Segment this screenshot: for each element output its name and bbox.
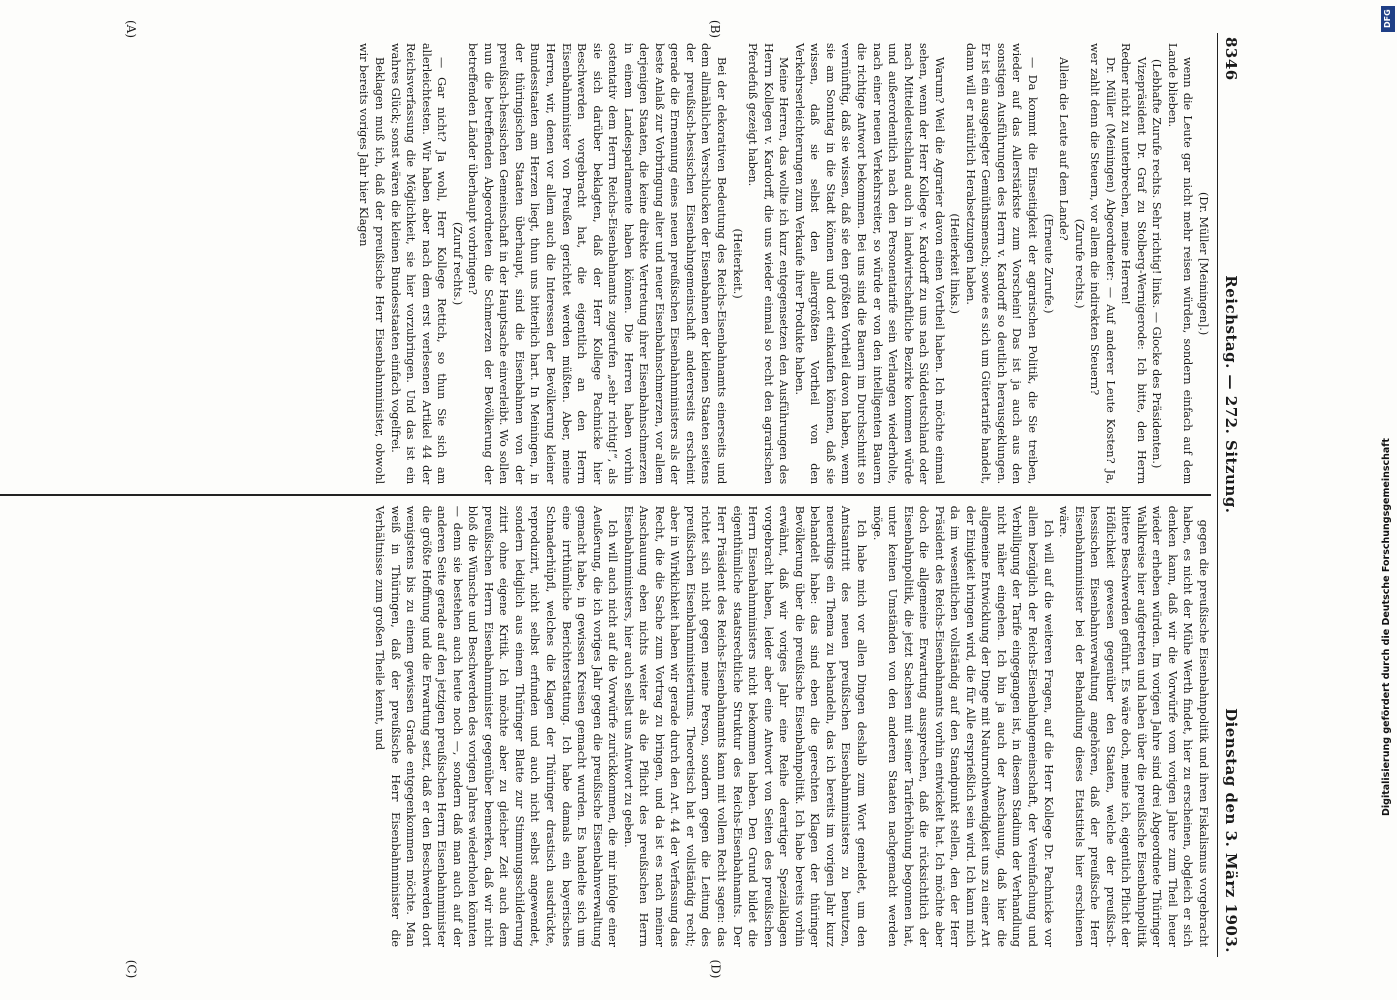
margin-letter-c: (C) — [124, 959, 139, 979]
header-left-title: Reichstag. — 272. Sitzung. — [1222, 275, 1240, 514]
paragraph: Bei der dekorativen Bedeutung des Reichs-Eisenbahnamts einerseits und dem allmählichen Verschlucken der Eisenbahnen der kleinen Staaten seitens der preußisch-hessischen Eisenbahngemeinschaft andererseits erscheint gerade die Ernennung eines neuen preußischen Eisenbahnministers als der beste Anlaß zur Vorbringung alter und neuer Eisenbahnschmerzen, vor allem derjenigen Staaten, die keine direkte Vertretung ihrer Eisenbahnschmerzen in einem Landesparlamente haben können. Die Herren haben vorhin ostentativ dem Herrn Reichs-Eisenbahnamts zugerufen „sehr richtig!“, als sie sich darüber beklagten, daß der Herr Kollege Pachnicke hier Beschwerden vorgebracht hat, die eigentlich an den Herrn Eisenbahnminister von Preußen gerichtet werden müßten. Aber, meine Herren, wir, denen vor allem auch die Interessen der Bevölkerung kleiner Bundesstaaten am Herzen liegt, thun uns bitterlich hart. In Meiningen, in der thüringischen Staaten überhaupt, sind die Eisenbahnen von der preußisch-hessischen Gemeinschaft in der Hauptsache einverleibt. Wo sollen nun die betreffenden Abgeordneten die Schmerzen der Bevölkerung der betreffenden Länder überhaupt vorbringen? — [466, 43, 729, 485]
paragraph: (Dr. Müller [Meiningen].) — [1197, 192, 1210, 336]
paragraph: (Lebhafte Zurufe rechts. Sehr richtig! links. — Glocke des Präsidenten.) — [1150, 58, 1164, 469]
paragraph: (Erneute Zurufe.) — [1041, 213, 1055, 314]
paragraph: Beklagen muß ich, daß der preußische Herr Eisenbahnminister, obwohl wir bereits voriges Jahr hier Klagen — [357, 43, 387, 485]
paragraph: Ich habe mich vor allen Dingen deshalb zum Wort gemeldet, um den Amtsantritt des neuen preußischen Eisenbahnministers zu benutzen, neuerdings ein Thema zu behandeln, das ich bereits im vorigen Jahr kurz behandelt habe: das sind eben die gerechten Klagen der thüringer Bevölkerung über die preußische Eisenbahnpolitik. Ich habe bereits vorhin erwähnt, daß wir voriges Jahr eine Reihe derartiger Spezialklagen vorgebracht haben, leider aber eine Antwort von Seiten des preußischen Herrn Eisenbahnministers nicht bekommen haben. Den Grund bildet die eigenthümliche staatsrechtliche Struktur des Reichs-Eisenbahnamts. Der Herr Präsident des Reichs-Eisenbahnamts kann mit vollem Recht sagen: das richtet sich nicht gegen meine Person, sondern gegen die Leitung des preußischen Eisenbahnministeriums. Theoretisch hat er vollständig recht; aber in Wirklichkeit haben wir gerade durch den Art. 44 der Verfassung das Recht, die die Sache zum Vortrag zu bringen, und da ist es nach meiner Anschauung eben nichts weiter als die Pflicht des preußischen Herrn Eisenbahnministers, hier auch selbst uns Antwort zu geben. — [621, 505, 868, 947]
paragraph: (Zurufe rechts.) — [1072, 218, 1086, 309]
paragraph: Warum? Weil die Agrarier davon einen Vortheil haben. Ich möchte einmal sehen, wenn der Herr Kollege v. Kardorff zu uns nach Süddeutschland oder nach Mitteldeutschland auch in landwirtschaftliche Bezirke kommen würde und außerordentlich nach den Personentarife sein Verlangen wiederholte, nach einer neuen Verkehrsreiter, so würde er von den intelligenten Bauern die richtige Antwort bekommen. Bei uns sind die Bauern im Durchschnitt so vernünftig, daß sie wissen, daß sie den größten Vortheil davon haben, wenn sie am Sonntag in die Stadt können und dort einkaufen können, daß sie wissen, daß sie selbst den allergrößten Vortheil von den Verkehrserleichterungen zum Verkaufe ihrer Produkte haben. — [792, 43, 946, 485]
paragraph: wenn die Leute gar nicht mehr reisen würden, sondern einfach auf dem Lande blieben. — [1165, 43, 1195, 485]
paragraph: Dr. Müller (Meiningen) Abgeordneter: — Auf anderer Leute Kosten? Ja, wer zahlt denn die Steuern, vor allem die indirekten Steuern? — [1088, 43, 1117, 485]
page-header — [1217, 33, 1240, 957]
rotated-page-content — [0, 25, 1240, 965]
paragraph: (Zuruf rechts.) — [450, 222, 464, 306]
paragraph: Allein die Leute auf dem Lande? — [1057, 57, 1071, 241]
paragraph: — Da kommt die Einseitigkeit der agrarischen Politik, die Sie treiben, wieder auf das Allerstärkste zum Vorschein! Das ist ja auch aus den sonstigen Ausführungen des Herrn v. Kardorff so deutlich herausgeklungen. Er ist ein ausgelegter Gemüthsmensch; sowie es sich um Gütertarife handelt, dann will er natürlich Herabsetzungen haben. — [963, 43, 1039, 485]
paragraph: — Gar nicht? Ja wohl, Herr Kollege Rettich, so thun Sie sich am allerleichtesten. Wir haben aber nach dem erst verlesenen Artikel 44 der Reichsverfassung die Möglichkeit, sie hier vorzubringen. Und das ist ein wahres Glück; sonst wären die kleinen Bundesstaaten einfach vogelfrei. — [388, 43, 449, 485]
paragraph: (Heiterkeit.) — [730, 228, 744, 299]
header-right-title: Dienstag den 3. März 1903. — [1222, 708, 1240, 953]
margin-letter-b: (B) — [708, 19, 723, 39]
dfg-logo: DFG — [1381, 6, 1395, 32]
dfg-funding-note: Digitalisierung gefördert durch die Deutsche Forschungsgemeinschaft — [1381, 438, 1392, 816]
paragraph: (Heiterkeit links.) — [948, 213, 962, 314]
left-column — [0, 33, 1211, 494]
paragraph: gegen die preußische Eisenbahnpolitik und ihren Fiskalismus vorgebracht haben, es nicht der Mühe Werth findet, hier zu erscheinen, obgleich er sich denken kann, daß wir die Vorwürfe vom vorigen Jahre zum Theil heuer wieder erheben würden. Im vorigen Jahre sind drei Abgeordnete Thüringer Wahlkreise hier aufgetreten und haben über die preußische Eisenbahnpolitik bittere Beschwerden geführt. Es wäre doch, meine ich, eigentlich Pflicht der Höflichkeit gewesen gegenüber den Staaten, welche der preußisch-hessischen Eisenbahnverwaltung angehören, daß der preußische Herr Eisenbahnminister bei der Behandlung dieses Etatstitels hier erschienen wäre. — [1057, 505, 1210, 947]
paragraph: Ich will auch nicht auf die Vorwürfe zurückkommen, die mir infolge einer Aeußerung, die ich voriges Jahr gegen die preußische Eisenbahnverwaltung gemacht habe, in gewissen Kreisen gemacht wurden. Es handelte sich um eine irrthümliche Berichterstattung. Ich habe damals ein bayerisches Schnaderhüpfl, welches die Klagen der Thüringer drastisch ausdrückte, reproduzirt, nicht selbst erfunden und auch nicht selbst angewendet, sondern lediglich aus einem Thüringer Blatte zur Stimmungsschilderung zitirt ohne eigene Kritik. Ich möchte aber zu gleicher Zeit auch dem preußischen Herrn Eisenbahnminister gegenüber bemerken, daß wir nicht bloß die Wünsche und Beschwerden des vorigen Jahres wiederholen könnten — denn sie bestehen auch heute noch —, sondern daß man auch auf der anderen Seite gerade auf den jetzigen preußischen Herrn Eisenbahnminister die größte Hoffnung und die Erwartung setzt, daß er den Beschwerden dort wenigstens bis zu einem gewissen Grade entgegenkommen möchte. Man weiß in Thüringen, daß der preußische Herr Eisenbahnminister die Verhältnisse zum großen Theile kennt, und — [373, 505, 620, 947]
page-number: 8346 — [1222, 37, 1240, 81]
margin-letter-d: (D) — [708, 959, 723, 979]
paragraph: Meine Herren, das wollte ich kurz entgegensetzen den Ausführungen des Herrn Kollegen v. Kardorff, die uns wieder einmal so recht den agrarischen Pferdefuß gezeigt haben. — [746, 43, 791, 485]
margin-letter-a: (A) — [124, 19, 139, 39]
paragraph: Vizepräsident Dr. Graf zu Stolberg-Wernigerode: Ich bitte, den Herrn Redner nicht zu unterbrechen, meine Herren! — [1119, 43, 1148, 485]
paragraph: Ich will auf die weiteren Fragen, auf die Herr Kollege Dr. Pachnicke vor allem bezüglich der Reichs-Eisenbahngemeinschaft, der Vereinfachung und Verbilligung der Tarife eingegangen ist, in diesem Stadium der Verhandlung nicht näher eingehen. Ich bin ja auch der Anschauung, daß hier die allgemeine Entwicklung der Dinge mit Naturnothwendigkeit uns zu einer Art der Einigkeit bringen wird, die für Alle ersprießlich sein wird. Ich kann mich da im wesentlichen vollständig auf den Standpunkt stellen, den der Herr Präsident des Reichs-Eisenbahnamts vorhin entwickelt hat. Ich möchte aber doch die allgemeine Erwartung aussprechen, daß die rücksichtlich der Eisenbahnpolitik, die jetzt Sachsen mit seiner Tariferhöhung begonnen hat, unter keinen Umständen von den anderen Staaten nachgemacht werden möge. — [870, 505, 1055, 947]
right-column — [0, 496, 1211, 957]
